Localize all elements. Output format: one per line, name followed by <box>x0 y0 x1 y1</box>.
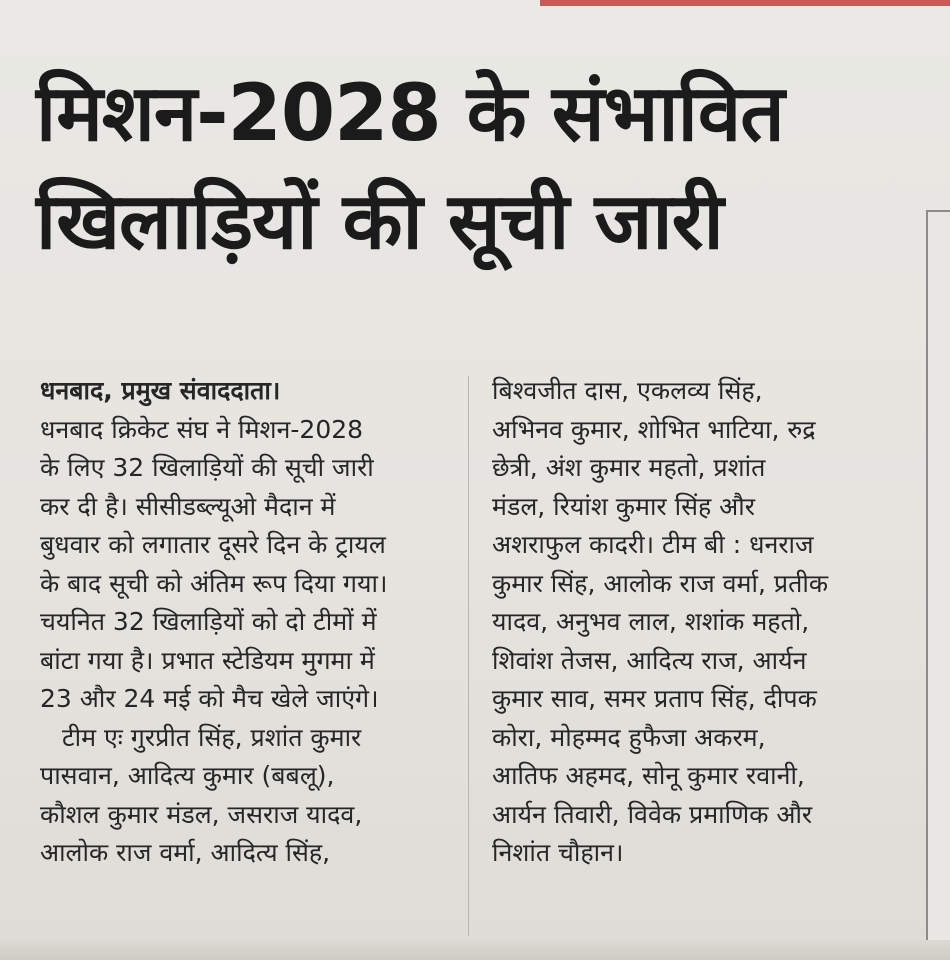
body-line: के बाद सूची को अंतिम रूप दिया गया। <box>40 568 388 598</box>
body-line: निशांत चौहान। <box>492 838 624 867</box>
body-line: कर दी है। सीसीडब्ल्यूओ मैदान में <box>40 491 336 521</box>
column-divider <box>468 376 469 936</box>
body-line: 23 और 24 मई को मैच खेले जाएंगे। <box>40 684 379 713</box>
body-line: मंडल, रियांश कुमार सिंह और <box>492 491 755 521</box>
body-line: आर्यन तिवारी, विवेक प्रमाणिक और <box>492 799 813 829</box>
team-a-list-start: टीम एः गुरप्रीत सिंह, प्रशांत कुमार <box>62 722 362 752</box>
body-line: पासवान, आदित्य कुमार (बबलू), <box>40 761 335 790</box>
body-line: कुमार सिंह, आलोक राज वर्मा, प्रतीक <box>492 568 829 598</box>
top-color-rule <box>540 0 950 6</box>
body-line: बांटा गया है। प्रभात स्टेडियम मुगमा में <box>40 645 375 675</box>
body-line: कोरा, मोहम्मद हुफैजा अकरम, <box>492 722 766 752</box>
article-column-right <box>492 372 912 873</box>
dateline: धनबाद, प्रमुख संवाददाता। <box>40 376 281 405</box>
body-line: बिश्वजीत दास, एकलव्य सिंह, <box>492 376 763 405</box>
body-line: अशराफुल कादरी। टीम बी : धनराज <box>492 530 814 559</box>
body-line: कुमार साव, समर प्रताप सिंह, दीपक <box>492 684 817 713</box>
article-column-left <box>40 372 450 873</box>
body-line: आलोक राज वर्मा, आदित्य सिंह, <box>40 838 331 867</box>
headline-line-1: मिशन-2028 के संभावित <box>36 69 784 159</box>
body-line: धनबाद क्रिकेट संघ ने मिशन-2028 <box>40 414 364 444</box>
body-line: आतिफ अहमद, सोनू कुमार रवानी, <box>492 761 805 790</box>
body-line: छेत्री, अंश कुमार महतो, प्रशांत <box>492 453 766 482</box>
headline <box>36 60 916 276</box>
body-line: यादव, अनुभव लाल, शशांक महतो, <box>492 607 810 636</box>
next-article-edge <box>0 940 950 960</box>
headline-line-2: खिलाड़ियों की सूची जारी <box>36 177 723 267</box>
body-line: के लिए 32 खिलाड़ियों की सूची जारी <box>40 453 374 482</box>
body-line: कौशल कुमार मंडल, जसराज यादव, <box>40 799 363 829</box>
body-line: अभिनव कुमार, शोभित भाटिया, रुद्र <box>492 414 816 444</box>
body-line: चयनित 32 खिलाड़ियों को दो टीमों में <box>40 607 377 636</box>
adjacent-article-border <box>926 210 950 960</box>
body-line: शिवांश तेजस, आदित्य राज, आर्यन <box>492 645 807 675</box>
body-line: बुधवार को लगातार दूसरे दिन के ट्रायल <box>40 530 386 559</box>
